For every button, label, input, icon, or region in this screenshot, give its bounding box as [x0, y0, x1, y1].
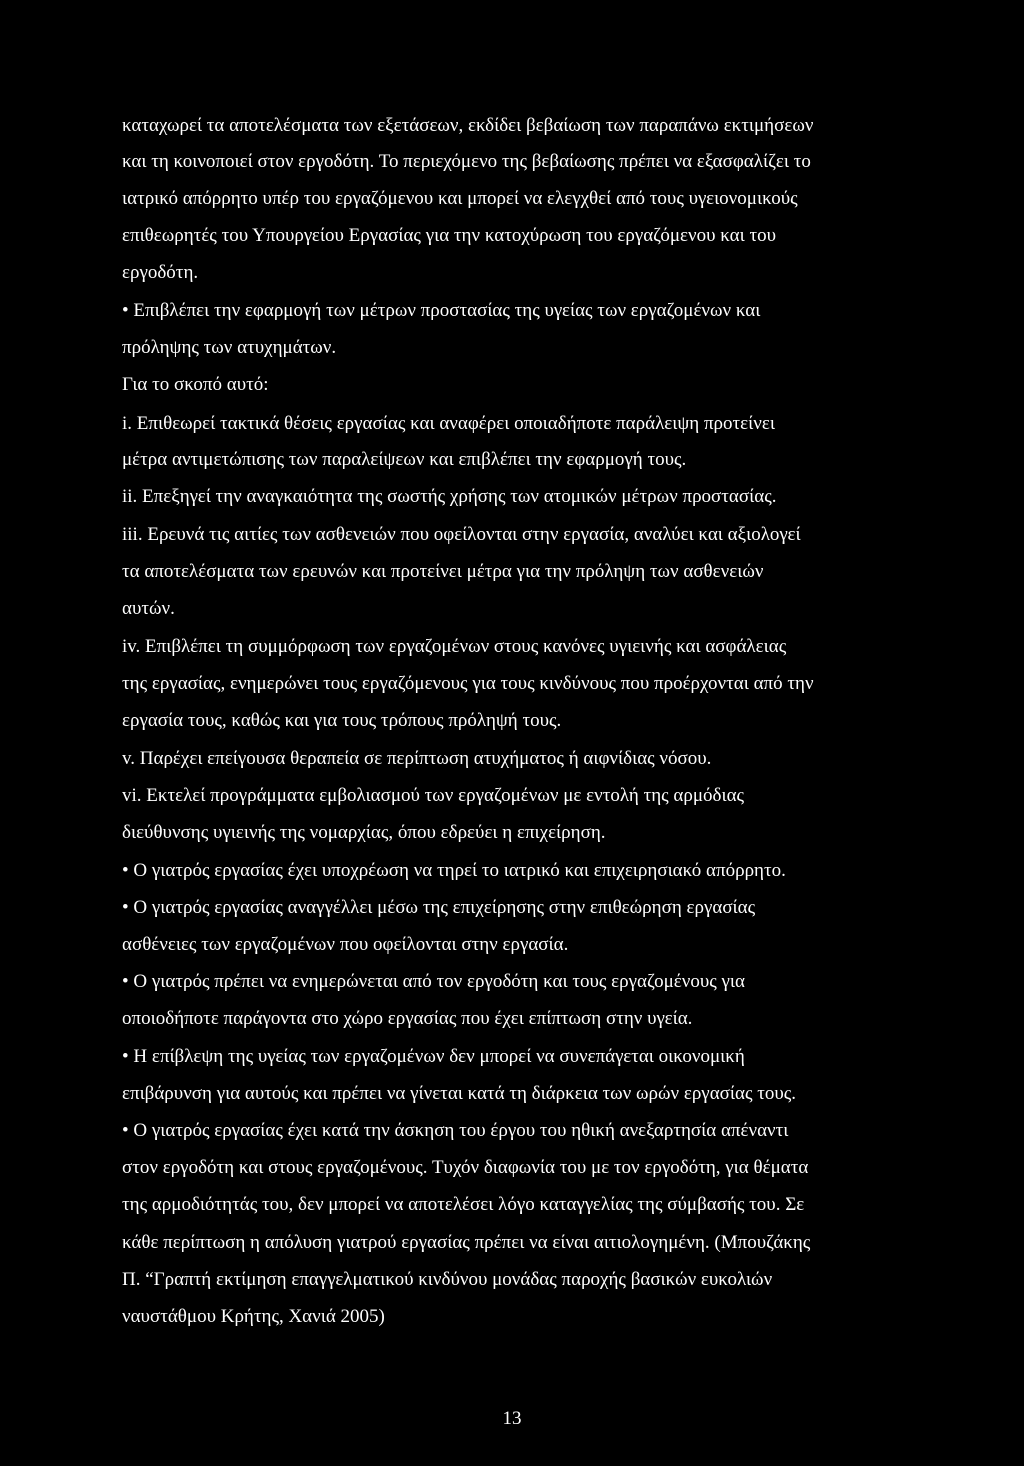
bullet-line: • Ο γιατρός πρέπει να ενημερώνεται από τον εργοδότη και τους εργαζομένους για [122, 971, 746, 992]
text-line: εργοδότη. [122, 262, 199, 283]
text-line: ιατρικό απόρρητο υπέρ του εργαζόμενου και μπορεί να ελεγχθεί από τους υγειονομικούς [122, 188, 798, 209]
text-line: μέτρα αντιμετώπισης των παραλείψεων και επιβλέπει την εφαρμογή τους. [122, 449, 687, 470]
bullet-line: • Ο γιατρός εργασίας αναγγέλλει μέσω της επιχείρησης στην επιθεώρηση εργασίας [122, 897, 756, 918]
text-line: αυτών. [122, 598, 175, 619]
list-item-line: v. Παρέχει επείγουσα θεραπεία σε περίπτωση ατυχήματος ή αιφνίδιας νόσου. [122, 748, 712, 769]
text-line: οποιοδήποτε παράγοντα στο χώρο εργασίας που έχει επίπτωση στην υγεία. [122, 1008, 693, 1029]
bullet-line: • Επιβλέπει την εφαρμογή των μέτρων προστασίας της υγείας των εργαζομένων και [122, 300, 761, 321]
list-item-line: ii. Επεξηγεί την αναγκαιότητα της σωστής χρήσης των ατομικών μέτρων προστασίας. [122, 486, 777, 507]
list-item-line: iii. Ερευνά τις αιτίες των ασθενειών που οφείλονται στην εργασία, αναλύει και αξιολογεί [122, 524, 801, 545]
list-item-line: iv. Επιβλέπει τη συμμόρφωση των εργαζομένων στους κανόνες υγιεινής και ασφάλειας [122, 636, 787, 657]
list-item-line: vi. Εκτελεί προγράμματα εμβολιασμού των εργαζομένων με εντολή της αρμόδιας [122, 785, 745, 806]
text-line: κάθε περίπτωση η απόλυση γιατρού εργασίας πρέπει να είναι αιτιολογημένη. (Μπουζάκης [122, 1232, 811, 1253]
text-line: επιβάρυνση για αυτούς και πρέπει να γίνεται κατά τη διάρκεια των ωρών εργασίας τους. [122, 1083, 797, 1104]
text-line: πρόληψης των ατυχημάτων. [122, 337, 337, 358]
list-item-line: i. Επιθεωρεί τακτικά θέσεις εργασίας και αναφέρει οποιαδήποτε παράλειψη προτείνει [122, 413, 775, 434]
text-line: Για το σκοπό αυτό: [122, 374, 269, 395]
bullet-line: • Ο γιατρός εργασίας έχει υποχρέωση να τηρεί το ιατρικό και επιχειρησιακό απόρρητο. [122, 860, 786, 881]
text-line: καταχωρεί τα αποτελέσματα των εξετάσεων, εκδίδει βεβαίωση των παραπάνω εκτιμήσεων [122, 115, 814, 136]
text-line: τα αποτελέσματα των ερευνών και προτείνει μέτρα για την πρόληψη των ασθενειών [122, 561, 764, 582]
text-line: διεύθυνσης υγιεινής της νομαρχίας, όπου εδρεύει η επιχείρηση. [122, 822, 606, 843]
text-line: ναυστάθμου Κρήτης, Χανιά 2005) [122, 1306, 385, 1327]
text-line: και τη κοινοποιεί στον εργοδότη. Το περιεχόμενο της βεβαίωσης πρέπει να εξασφαλίζει το [122, 151, 811, 172]
bullet-line: • Ο γιατρός εργασίας έχει κατά την άσκηση του έργου του ηθική ανεξαρτησία απέναντι [122, 1120, 789, 1141]
text-line: της αρμοδιότητάς του, δεν μπορεί να αποτελέσει λόγο καταγγελίας της σύμβασής του. Σε [122, 1194, 805, 1215]
text-line: στον εργοδότη και στους εργαζομένους. Τυχόν διαφωνία του με τον εργοδότη, για θέματα [122, 1157, 809, 1178]
text-line: της εργασίας, ενημερώνει τους εργαζόμενους για τους κινδύνους που προέρχονται από την [122, 673, 814, 694]
bullet-line: • Η επίβλεψη της υγείας των εργαζομένων δεν μπορεί να συνεπάγεται οικονομική [122, 1046, 745, 1067]
text-line: Π. “Γραπτή εκτίμηση επαγγελματικού κινδύνου μονάδας παροχής βασικών ευκολιών [122, 1269, 773, 1290]
text-line: επιθεωρητές του Υπουργείου Εργασίας για την κατοχύρωση του εργαζόμενου και του [122, 225, 777, 246]
text-line: ασθένειες των εργαζομένων που οφείλονται στην εργασία. [122, 934, 569, 955]
page-number: 13 [502, 1408, 522, 1429]
text-line: εργασία τους, καθώς και για τους τρόπους πρόληψή τους. [122, 710, 562, 731]
